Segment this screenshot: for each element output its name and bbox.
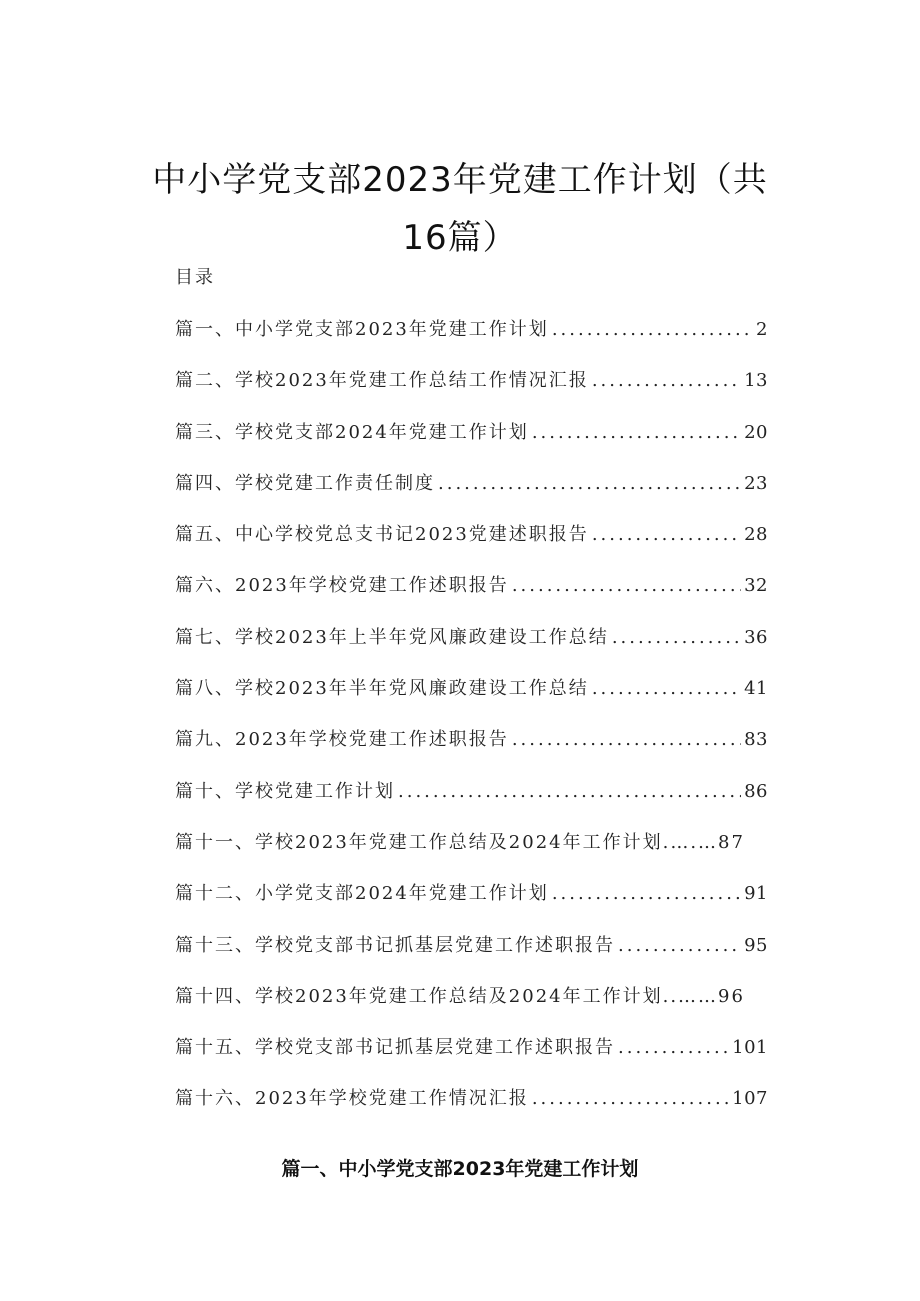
toc-entry-page: 2 (756, 319, 768, 340)
toc-entry[interactable] (175, 318, 768, 369)
toc-dot-leader (532, 421, 741, 445)
toc-entry-title: 篇十、学校党建工作计划 (175, 780, 395, 802)
toc-entry[interactable] (175, 728, 768, 779)
table-of-contents (175, 318, 768, 1139)
toc-dot-leader (618, 1036, 729, 1060)
toc-entry-title: 篇十一、学校2023年党建工作总结及2024年工作计划.….…87 (175, 831, 745, 853)
toc-dot-leader (552, 318, 753, 342)
toc-entry[interactable] (175, 421, 768, 472)
toc-entry-title: 篇三、学校党支部2024年党建工作计划 (175, 421, 529, 443)
toc-dot-leader (612, 626, 741, 650)
toc-dot-leader (552, 882, 741, 906)
toc-entry-page: 86 (744, 780, 768, 802)
toc-entry-title: 篇四、学校党建工作责任制度 (175, 472, 435, 494)
toc-dot-leader (398, 780, 741, 804)
toc-dot-leader (592, 369, 741, 393)
toc-entry-title: 篇十四、学校2023年党建工作总结及2024年工作计划..……96 (175, 985, 745, 1007)
toc-entry-page: 20 (744, 421, 768, 443)
toc-dot-leader (592, 677, 741, 701)
toc-entry-title: 篇六、2023年学校党建工作述职报告 (175, 575, 509, 597)
toc-entry[interactable] (175, 626, 768, 677)
toc-entry[interactable] (175, 523, 768, 574)
toc-entry[interactable] (175, 1087, 768, 1138)
toc-entry[interactable] (175, 472, 768, 523)
toc-label: 目录 (175, 267, 215, 288)
toc-entry-page: 101 (732, 1037, 768, 1059)
toc-entry-page: 36 (744, 626, 768, 648)
toc-entry-title: 篇五、中心学校党总支书记2023党建述职报告 (175, 524, 589, 546)
document-title: 中小学党支部2023年党建工作计划（共16篇） (152, 159, 768, 258)
toc-dot-leader (438, 472, 741, 496)
toc-entry[interactable] (175, 1036, 768, 1087)
toc-entry-title: 篇七、学校2023年上半年党风廉政建设工作总结 (175, 626, 609, 648)
toc-entry[interactable] (175, 369, 768, 420)
toc-entry-page: 83 (744, 729, 768, 751)
toc-entry-title: 篇二、学校2023年党建工作总结工作情况汇报 (175, 370, 589, 392)
toc-entry-page: 23 (744, 472, 768, 494)
toc-dot-leader (512, 574, 741, 598)
toc-entry-page: 41 (744, 678, 768, 700)
toc-entry-title: 篇八、学校2023年半年党风廉政建设工作总结 (175, 678, 589, 700)
toc-entry[interactable] (175, 985, 768, 1036)
toc-entry[interactable] (175, 831, 768, 882)
toc-entry-page: 28 (744, 524, 768, 546)
toc-entry[interactable] (175, 934, 768, 985)
toc-entry-page: 13 (744, 370, 768, 392)
toc-entry-page: 95 (744, 934, 768, 956)
toc-entry[interactable] (175, 677, 768, 728)
toc-entry-title: 篇九、2023年学校党建工作述职报告 (175, 729, 509, 751)
toc-dot-leader (532, 1087, 729, 1111)
toc-entry-title: 篇十五、学校党支部书记抓基层党建工作述职报告 (175, 1037, 615, 1059)
toc-entry-title: 篇十六、2023年学校党建工作情况汇报 (175, 1088, 529, 1110)
toc-entry[interactable] (175, 780, 768, 831)
toc-dot-leader (618, 934, 741, 958)
toc-entry[interactable] (175, 574, 768, 625)
toc-entry-title: 篇十三、学校党支部书记抓基层党建工作述职报告 (175, 934, 615, 956)
toc-entry-title: 篇一、中小学党支部2023年党建工作计划 (175, 319, 549, 340)
toc-entry[interactable] (175, 882, 768, 933)
toc-dot-leader (512, 728, 741, 752)
toc-entry-page: 107 (732, 1088, 768, 1110)
toc-entry-page: 32 (744, 575, 768, 597)
toc-entry-page: 91 (744, 883, 768, 905)
toc-entry-title: 篇十二、小学党支部2024年党建工作计划 (175, 883, 549, 905)
section-heading: 篇一、中小学党支部2023年党建工作计划 (281, 1157, 639, 1180)
toc-dot-leader (592, 523, 741, 547)
